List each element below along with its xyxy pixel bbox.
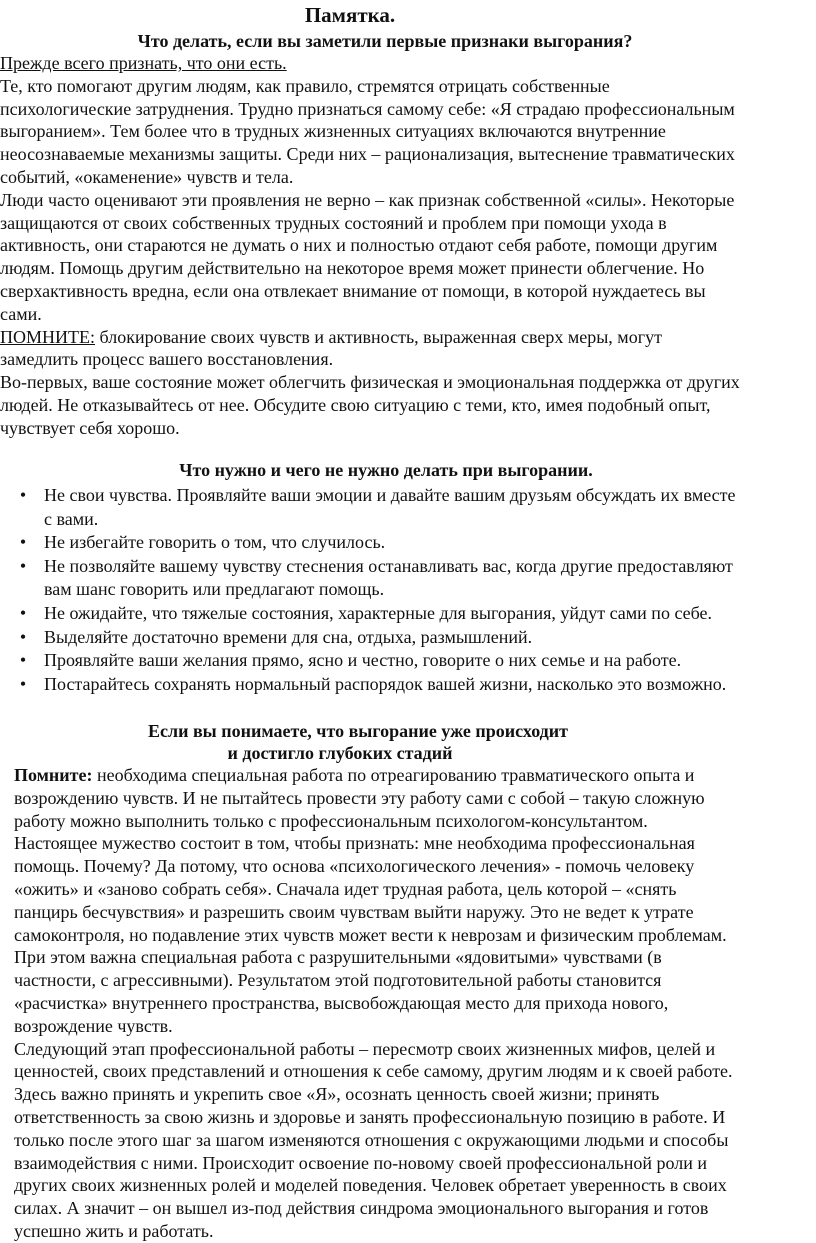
list-item-text: Не позволяйте вашему чувству стеснения останавливать вас, когда другие предоставляют вам шанс говорить или предлагают помощь. (44, 555, 733, 600)
list-item (0, 626, 816, 650)
bullet-icon: • (19, 673, 27, 694)
paragraph: Настоящее мужество состоит в том, чтобы признать: мне необходима профессиональная помощь. Почему? Да потому, что основа «психологического лечения» - помочь человеку «ожить» и «заново собрать себя». Сначала идет трудная работа, цель которой – «снять панцирь бесчувствия» и разрешить своим чувствам выйти наружу. Это не ведет к утрате самоконтроля, но подавление этих чувств может вести к неврозам и физическим проблемам. При этом важна специальная работа с разрушительными «ядовитыми» чувствами (в частности, с агрессивными). Результатом этой подготовительной работы становится «расчистка» внутреннего пространства, высвобождающая место для прихода нового, возрождение чувств. (14, 833, 727, 1036)
document-title: Памятка. (304, 3, 396, 27)
bullet-icon: • (19, 532, 27, 553)
document-subtitle: Что делать, если вы заметили первые признаки выгорания? (137, 31, 633, 51)
paragraph: Следующий этап профессиональной работы – пересмотр своих жизненных мифов, целей и ценностей, своих представлений и отношения к себе самому, другим людям и к своей работе. Здесь важно принять и укрепить свое «Я», осознать ценность своей жизни; принять ответственность за свою жизнь и здоровье и занять профессиональную позицию в работе. И только после этого шаг за шагом изменяются отношения с окружающими людьми и способы взаимодействия с ними. Происходит освоение по-новому своей профессиональной роли и других своих жизненных ролей и моделей поведения. Человек обретает уверенность в своих силах. А значит – он вышел из-под действия синдрома эмоционального выгорания и готов успешно жить и работать. (14, 1038, 733, 1241)
section3-heading-line1: Если вы понимаете, что выгорание уже происходит (148, 721, 568, 741)
remember-label: ПОМНИТЕ: (0, 326, 95, 347)
list-item (0, 555, 816, 602)
list-item (0, 484, 816, 531)
list-item-text: Не свои чувства. Проявляйте ваши эмоции и давайте вашим друзьям обсуждать их вместе с вами. (44, 485, 736, 529)
list-item-text: Проявляйте ваши желания прямо, ясно и честно, говорите о них семье и на работе. (44, 650, 682, 671)
paragraph: Во-первых, ваше состояние может облегчить физическая и эмоциональная поддержка от других людей. Не отказывайтесь от нее. Обсудите свою ситуацию с теми, кто, имея подобный опыт, чувствует себя хорошо. (0, 372, 740, 438)
list-item-text: Не ожидайте, что тяжелые состояния, характерные для выгорания, уйдут сами по себе. (44, 602, 713, 623)
section3-remember (14, 764, 814, 1243)
bullet-icon: • (19, 485, 27, 505)
section1-body (0, 52, 816, 440)
list-item (0, 602, 816, 626)
bullet-icon: • (19, 626, 27, 647)
bullet-list (0, 484, 816, 696)
list-item (0, 673, 816, 697)
bullet-icon: • (19, 650, 27, 671)
lead-underlined: Прежде всего признать, что они есть. (0, 53, 287, 73)
remember-text: необходима специальная работа по отреагированию травматического опыта и возрождению чувств. И не пытайтесь провести эту работу сами с собой – такую сложную работу можно выполнить только с профессиональным психологом-консультантом. (14, 765, 705, 831)
remember-label-bold: Помните: (14, 765, 93, 785)
paragraph: Те, кто помогают другим людям, как правило, стремятся отрицать собственные психологические затруднения. Трудно признаться самому себе: «Я страдаю профессиональным выгоранием». Тем более что в трудных жизненных ситуациях включаются внутренние неосознаваемые механизмы защиты. Среди них – рационализация, вытеснение травматических событий, «окаменение» чувств и тела. (0, 75, 735, 187)
paragraph: Люди часто оценивают эти проявления не верно – как признак собственной «силы». Некоторые защищаются от своих собственных трудных состояний и проблем при помощи ухода в активность, они стараются не думать о них и полностью отдают себя работе, помощи другим людям. Помощь другим действительно на некоторое время может принести облегчение. Но сверхактивность вредна, если она отвлекает внимание от помощи, в которой нуждаетесь вы сами. (0, 189, 735, 324)
list-item-text: Постарайтесь сохранять нормальный распорядок вашей жизни, насколько это возможно. (44, 673, 727, 694)
section2-heading: Что нужно и чего не нужно делать при выгорании. (179, 460, 593, 480)
bullet-icon: • (19, 555, 27, 576)
list-item-text: Не избегайте говорить о том, что случилось. (44, 532, 386, 553)
list-item (0, 531, 816, 555)
list-item-text: Выделяйте достаточно времени для сна, отдыха, размышлений. (44, 626, 533, 647)
bullet-icon: • (19, 602, 27, 623)
remember-text: блокирование своих чувств и активность, выраженная сверх меры, могут замедлить процесс вашего восстановления. (0, 326, 662, 370)
section3-heading-line2: и достигло глубоких стадий (227, 743, 453, 763)
list-item (0, 649, 816, 673)
